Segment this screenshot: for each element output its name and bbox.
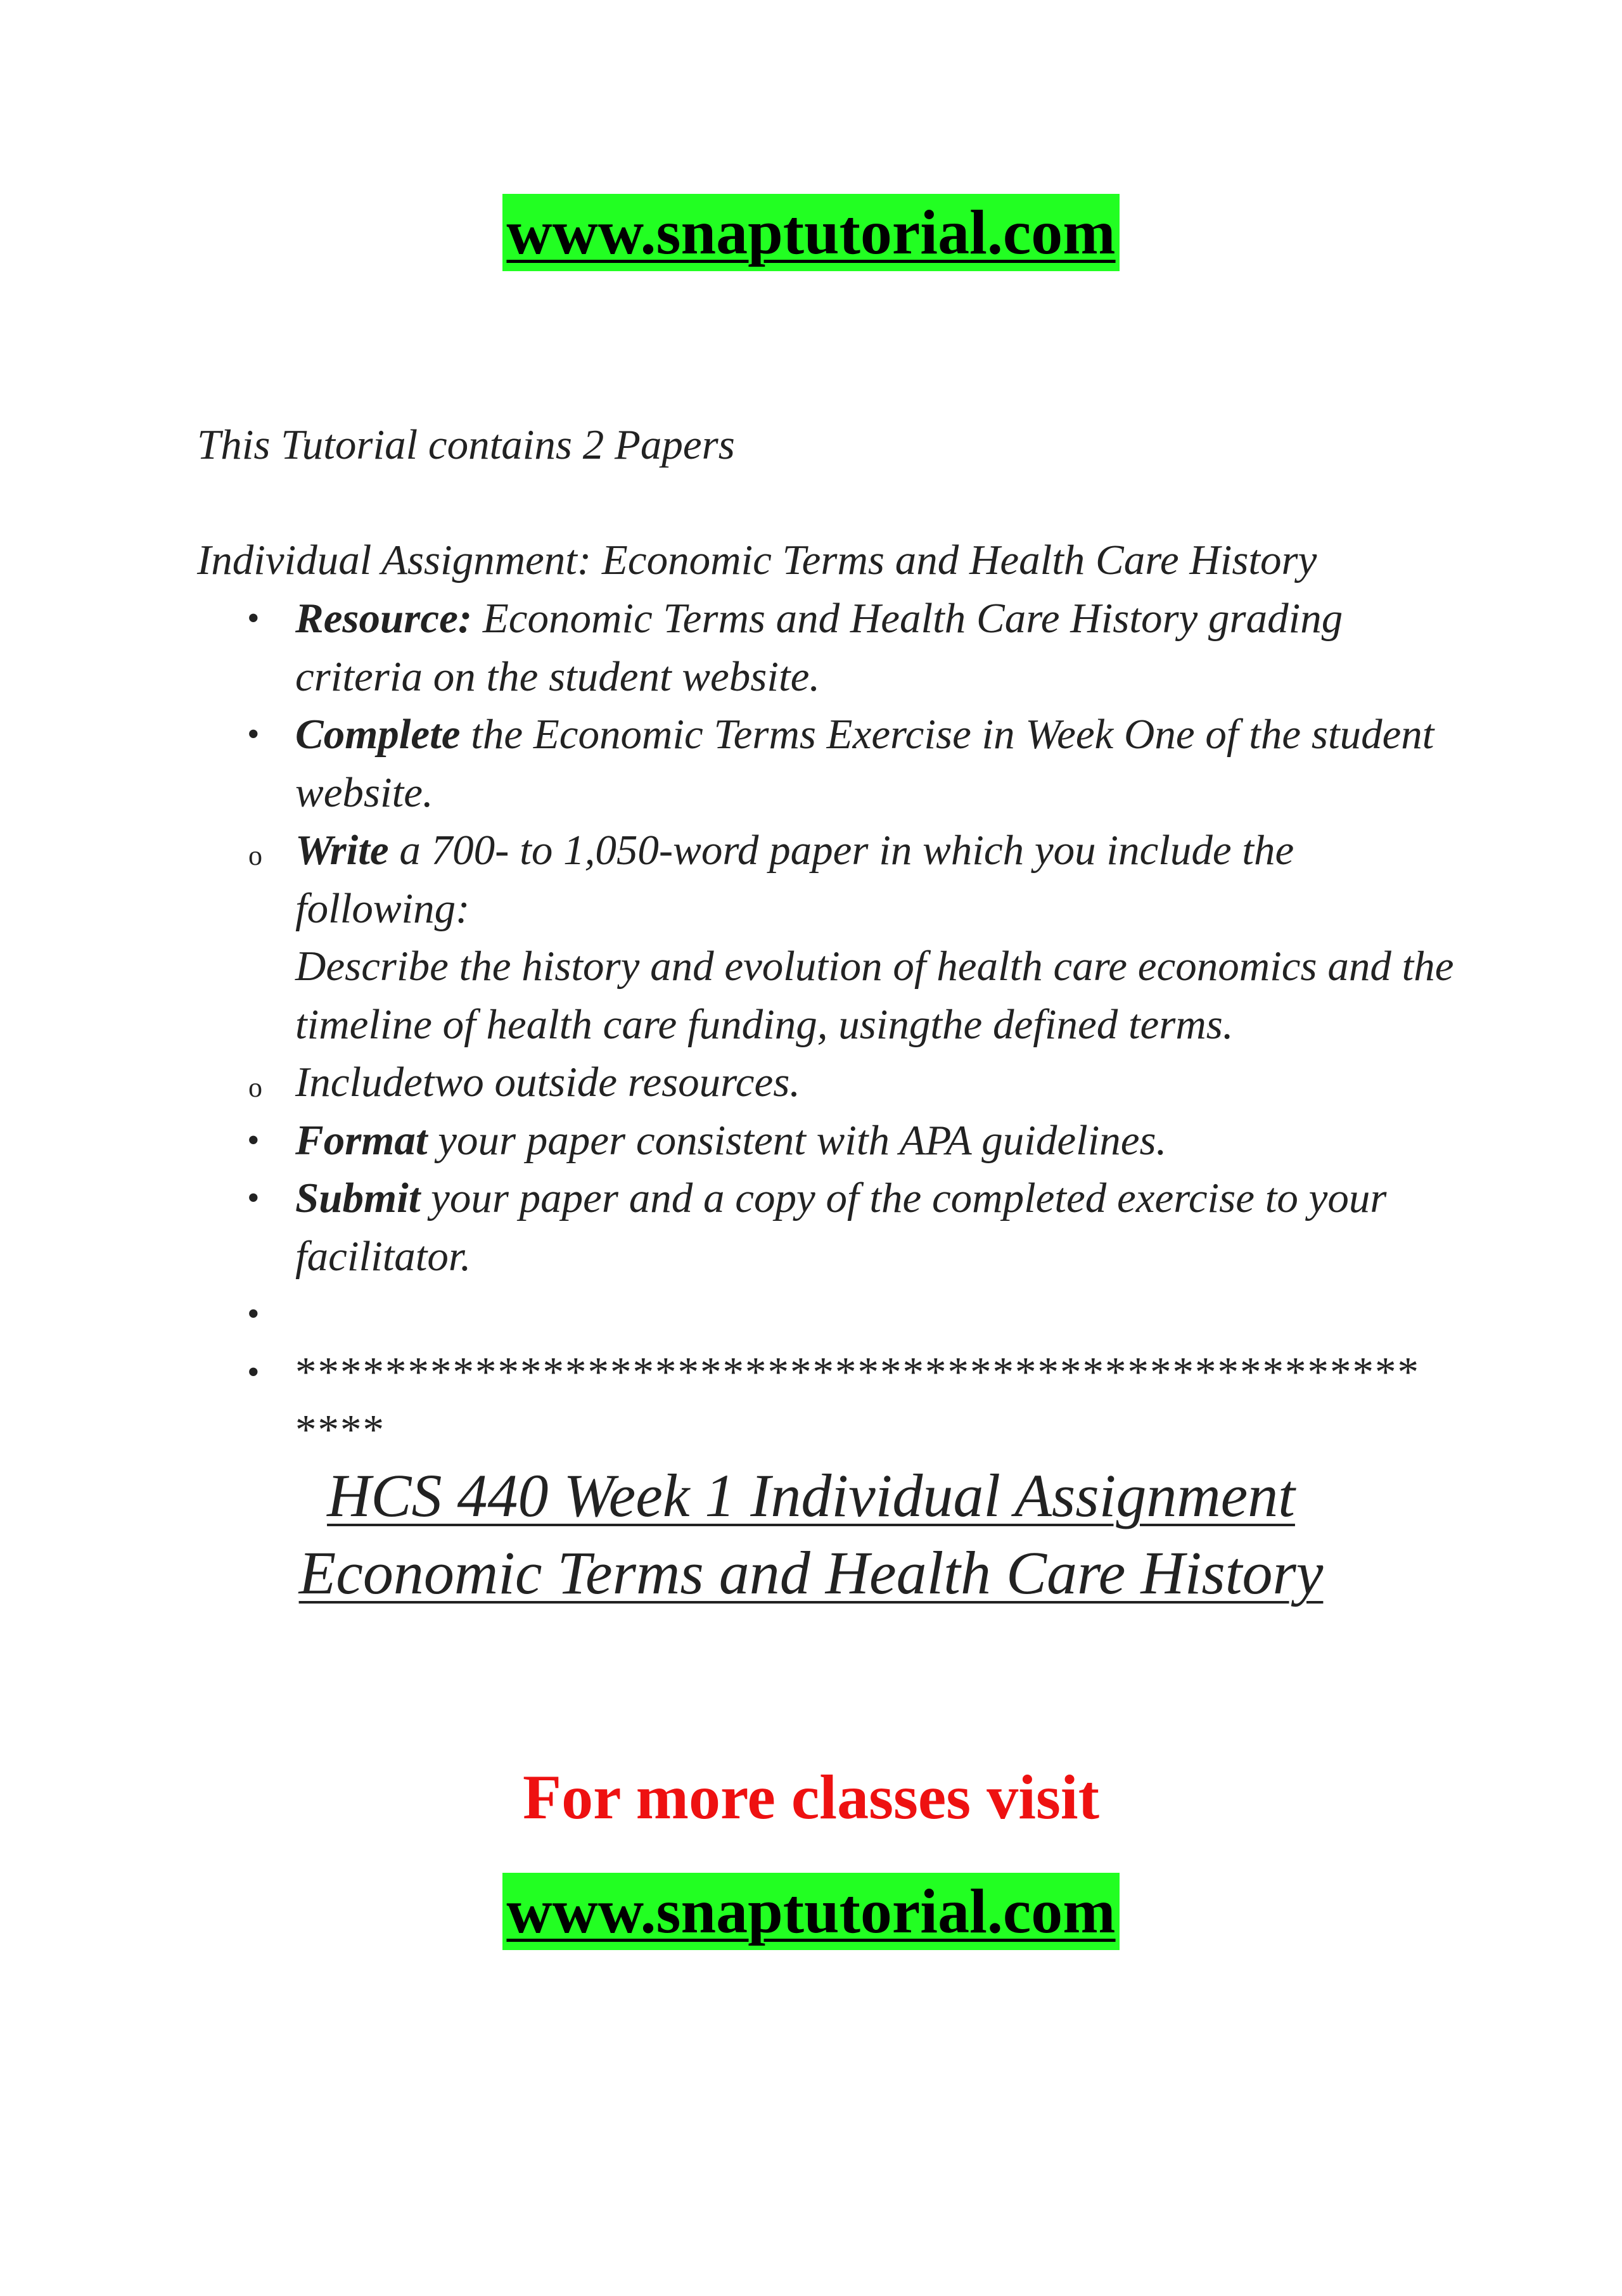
bullet-icon: •: [247, 715, 260, 754]
item-keyword: Complete: [295, 711, 461, 758]
hollow-bullet-icon: o: [248, 840, 262, 871]
list-item: [0, 822, 1455, 1054]
hollow-bullet-icon: o: [248, 1072, 262, 1103]
list-item: [0, 1170, 1455, 1285]
list-item: [0, 706, 1455, 822]
title-line-1: HCS 440 Week 1 Individual Assignment: [327, 1462, 1295, 1529]
item-keyword: Resource:: [295, 595, 473, 642]
item-text: a 700- to 1,050-word paper in which you include the following:: [295, 827, 1294, 932]
assignment-heading: Individual Assignment: Economic Terms and Health Care History: [197, 537, 1317, 584]
separator-list-item: [0, 1344, 1429, 1460]
item-subtext: Describe the history and evolution of health care economics and the timeline of health care funding, usingthe defined terms.: [295, 943, 1454, 1048]
item-text: Includetwo outside resources.: [295, 1059, 801, 1106]
empty-list-item: [0, 1285, 1455, 1344]
bullet-icon: •: [247, 1294, 260, 1334]
item-text: your paper consistent with APA guidelines.: [427, 1116, 1167, 1164]
asterisk-separator: ******************************************************: [295, 1348, 1420, 1453]
top-website-link[interactable]: www.snaptutorial.com: [502, 194, 1119, 271]
bullet-icon: •: [247, 1178, 260, 1218]
item-text: Economic Terms and Health Care History grading criteria on the student website.: [295, 595, 1343, 700]
bottom-website-link[interactable]: www.snaptutorial.com: [502, 1873, 1119, 1950]
bottom-website-banner: [0, 1873, 1622, 1950]
list-item: [0, 1112, 1455, 1170]
bullet-icon: •: [247, 1352, 261, 1392]
bullet-icon: •: [247, 1120, 260, 1160]
item-text: your paper and a copy of the completed exercise to your facilitator.: [295, 1175, 1387, 1280]
list-item: [0, 590, 1455, 706]
top-website-banner: [0, 194, 1622, 271]
item-text: the Economic Terms Exercise in Week One of the student website.: [295, 711, 1434, 816]
bullet-icon: •: [247, 599, 260, 638]
item-keyword: Write: [295, 827, 389, 874]
visit-text: For more classes visit: [522, 1762, 1099, 1832]
item-keyword: Format: [295, 1116, 428, 1164]
title-line-2: Economic Terms and Health Care History: [298, 1539, 1324, 1607]
task-list: [0, 590, 1622, 1460]
tutorial-intro: This Tutorial contains 2 Papers: [197, 421, 735, 468]
document-title: [0, 1457, 1622, 1612]
item-keyword: Submit: [295, 1175, 421, 1221]
list-item: [0, 1054, 1455, 1112]
